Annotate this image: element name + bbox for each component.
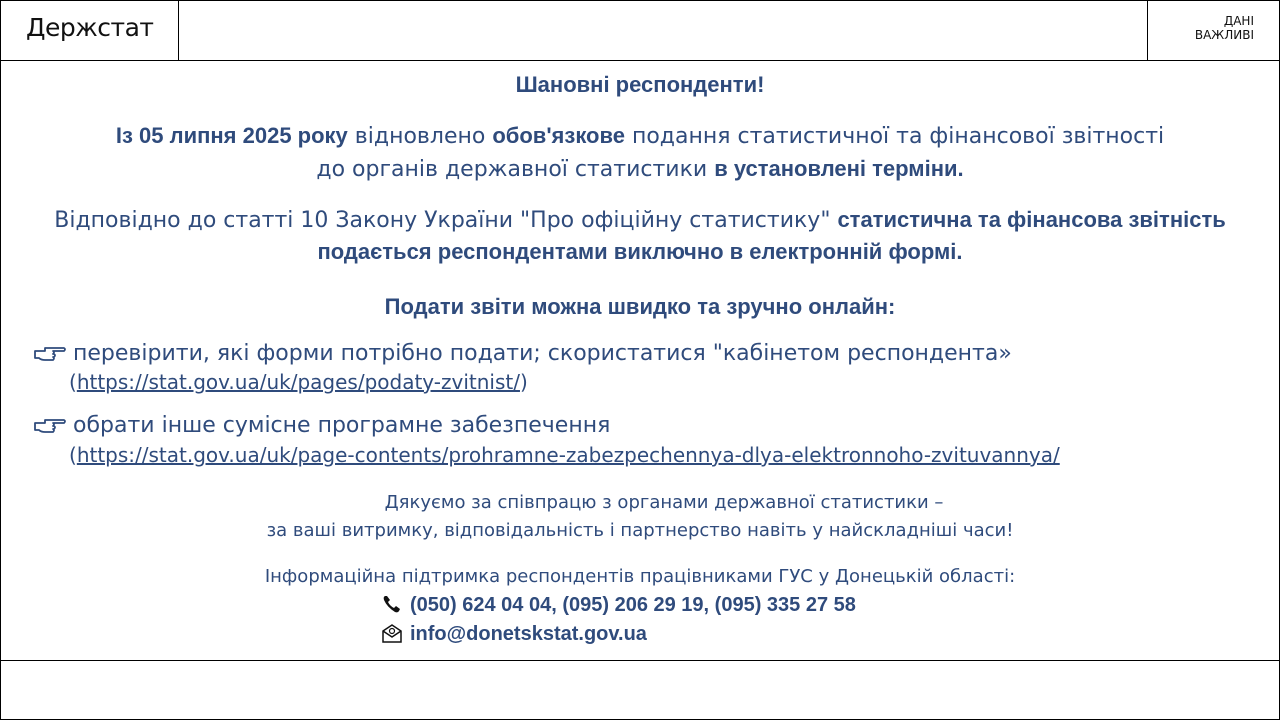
thanks-line-1: Дякуємо за співпрацю з органами державної статистики – [384,492,944,513]
phone-icon [382,594,402,614]
header [0,0,1280,61]
p1-text-b: відновлено [347,124,493,149]
list-item-2-link-line [69,443,1060,467]
list-item-1 [33,340,1012,366]
pointing-hand-icon [33,412,67,436]
paragraph-1-line-2 [0,156,1280,182]
tagline-line-2: ВАЖЛИВІ [1194,28,1254,42]
p1-text-e: до органів державної статистики [316,157,715,182]
list-item-2 [33,412,610,438]
paragraph-2-line-2: подається респондентами виключно в електронній формі. [317,239,963,264]
mandatory-emphasis: обов'язкове [492,123,625,148]
logo-cell [0,0,179,60]
email-icon [382,623,402,643]
p2-text-a: Відповідно до статті 10 Закону України "Про офіційну статистику" [54,208,838,233]
greeting: Шановні респонденти! [515,72,765,97]
derzhstat-logo[interactable]: Держстат [26,13,154,42]
tagline-line-1: ДАНІ [1223,14,1254,28]
p1-text-d: подання статистичної та фінансової звітності [624,124,1165,149]
email-address[interactable]: info@donetskstat.gov.ua [410,623,647,645]
paren-close: ) [519,370,528,394]
list-item-1-link-line [69,370,528,394]
list-item-2-text: обрати інше сумісне програмне забезпечення [73,413,611,438]
footer-divider [0,660,1280,661]
date-emphasis: Із 05 липня 2025 року [115,123,348,148]
paragraph-2-line-1 [0,207,1280,233]
email-line [382,623,647,646]
software-link[interactable]: https://stat.gov.ua/uk/page-contents/prohramne-zabezpechennya-dlya-elektronnoho-zvituvannya/ [76,443,1060,467]
paren-open: ( [69,443,77,467]
tagline [1195,14,1254,42]
p2-emphasis-b: статистична та фінансова звітність [837,207,1226,232]
pointing-hand-icon [33,340,67,364]
deadline-emphasis: в установлені терміни. [714,156,964,181]
thanks-line-2: за ваші витримку, відповідальність і партнерство навіть у найскладніші часи! [266,520,1014,541]
paragraph-1-line-1 [0,123,1280,149]
podaty-zvitnist-link[interactable]: https://stat.gov.ua/uk/pages/podaty-zvitnist/ [76,370,520,394]
support-heading: Інформаційна підтримка респондентів працівниками ГУС у Донецькій області: [264,566,1016,587]
phone-numbers[interactable]: (050) 624 04 04, (095) 206 29 19, (095) 335 27 58 [410,594,856,616]
list-item-1-text: перевірити, які форми потрібно подати; скористатися "кабінетом респондента» [73,341,1012,366]
phone-line [382,594,856,617]
paren-open: ( [69,370,77,394]
tagline-cell [1147,0,1280,60]
online-heading: Подати звіти можна швидко та зручно онлайн: [384,294,896,319]
